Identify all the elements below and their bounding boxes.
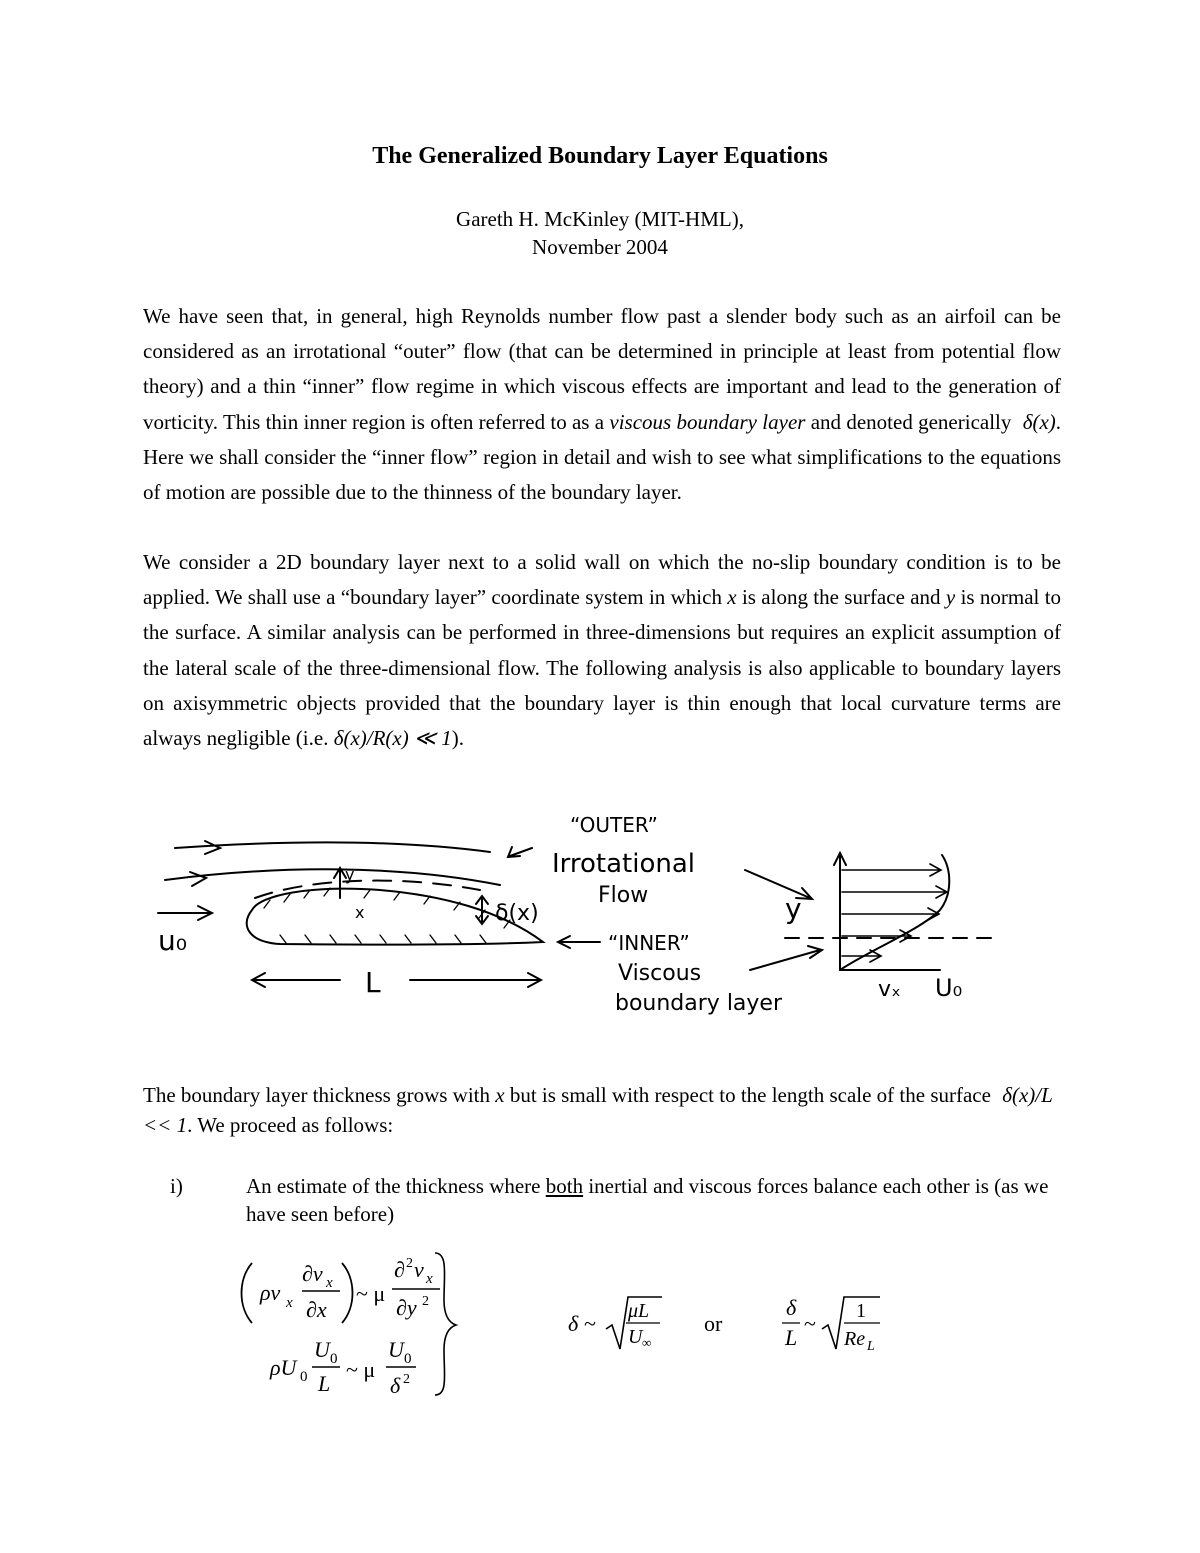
inner-label-3: boundary layer (615, 991, 783, 1016)
eq-rho-U0: ρU (270, 1355, 297, 1380)
eq-sub-x3: x (426, 1271, 433, 1287)
eq-sub-0a: 0 (300, 1369, 308, 1385)
intro-paragraph (143, 299, 1061, 510)
eq-sub-x2: x (326, 1275, 333, 1291)
para3-text-a: The boundary layer thickness grows with (143, 1083, 491, 1107)
underlined-both: both (545, 1174, 584, 1198)
para3-text-c: . We proceed as follows: (187, 1113, 394, 1137)
eq-L-den: L (318, 1371, 331, 1396)
streamline-1 (175, 842, 490, 852)
delta-label: δ(x) (495, 901, 539, 926)
para1-text-b: and denoted generically (810, 409, 1012, 434)
boundary-layer-sketch (140, 810, 1020, 1040)
y-label-pointer (745, 870, 812, 899)
para2-text-d: ). (451, 726, 464, 751)
y-label: y (345, 865, 355, 884)
symbol-x: x (727, 585, 737, 610)
eq-sub-0b: 0 (330, 1351, 338, 1367)
outer-label-3: Flow (598, 883, 649, 908)
eq-sup-2c: 2 (403, 1372, 410, 1387)
delta-arrow (476, 896, 488, 924)
eq-delta-num: δ (786, 1295, 797, 1320)
eq-muL: μL (628, 1300, 650, 1322)
para1-text-a: We have seen that, in general, high Reynolds number flow past a slender body such as an airfoil can be considered as an irrotational “outer” flow (that can be determined in principle at least from potential flow theory) and a thin “inner” flow regime in which viscous effects are important and lead to the generation of vorticity. This thin inner region is often referred to as a (143, 304, 1061, 434)
paren-right (342, 1263, 353, 1323)
scaling-equation (230, 1245, 930, 1405)
symbol-x-2: x (495, 1083, 505, 1107)
item-number: i) (170, 1174, 183, 1198)
inner-label-2: Viscous (618, 961, 702, 986)
x-label: x (355, 903, 365, 922)
coordinate-paragraph (143, 545, 1061, 756)
length-arrow-left (252, 973, 340, 987)
U0-label: U₀ (935, 974, 963, 1002)
outer-label-2: Irrotational (552, 849, 696, 879)
para2-text-a: We consider a 2D boundary layer next to a solid wall on which the no-slip boundary condition is to be applied. We shall use a “boundary layer” coordinate system in which (143, 550, 1061, 610)
profile-y-label: y (785, 892, 802, 925)
eq-delta: δ ~ (568, 1311, 596, 1336)
eq-tilde-2: ~ μ (346, 1357, 376, 1382)
eq-sub-x1: x (286, 1295, 293, 1311)
curvature-condition: δ(x)/R(x) ≪ 1 (333, 726, 452, 751)
profile-pointer (750, 946, 822, 970)
eq-U0-num2: U (388, 1337, 404, 1362)
thickness-paragraph (143, 1080, 1061, 1140)
item-text-b: inertial and viscous forces balance each other is (as we have seen before) (246, 1174, 1049, 1226)
eq-Uinf: U (628, 1326, 643, 1348)
author-name: Gareth H. McKinley (MIT-HML), (456, 207, 744, 231)
eq-dy2: ∂y (396, 1295, 417, 1320)
vx-label: vₓ (878, 977, 901, 1002)
eq-vx2: v (414, 1257, 424, 1282)
eq-delta2: δ (390, 1373, 401, 1398)
length-arrow-right (410, 973, 541, 987)
para1-text-c: . Here we shall consider the “inner flow” region in detail and wish to see what simplifications to the equations of motion are possible due to the thinness of the boundary layer. (143, 409, 1062, 505)
author-block (0, 205, 1200, 261)
publication-date: November 2004 (532, 235, 668, 259)
eq-or: or (704, 1311, 723, 1336)
airfoil-hatching (264, 888, 510, 943)
thickness-condition: δ(x)/L << 1 (143, 1083, 1053, 1137)
eq-rho-vx: ρv (260, 1280, 281, 1305)
term-viscous-boundary-layer: viscous boundary layer (609, 409, 806, 434)
eq-one: 1 (856, 1300, 866, 1322)
eq-tilde-1: ~ μ (356, 1281, 386, 1306)
eq-tilde-3: ~ (804, 1311, 816, 1336)
outer-label: “OUTER” (570, 813, 658, 837)
symbol-y: y (945, 585, 956, 610)
eq-U0-num: U (314, 1337, 330, 1362)
eq-dx: ∂x (306, 1297, 327, 1322)
streamline-2 (165, 869, 500, 885)
eq-d2vx: ∂ (394, 1257, 405, 1282)
item-text (246, 1172, 1066, 1228)
velocity-profile (840, 855, 949, 970)
eq-sup-2b: 2 (422, 1294, 429, 1309)
paren-left (242, 1263, 253, 1323)
eq-sub-0c: 0 (404, 1351, 412, 1367)
eq-sub-inf: ∞ (642, 1335, 652, 1350)
eq-dvx: ∂v (302, 1261, 323, 1286)
brace-right (435, 1253, 456, 1395)
para2-text-c: is normal to the surface. A similar analysis can be performed in three-dimensions but requires an explicit assumption of the lateral scale of the three-dimensional flow. The following analysis is also applicable to boundary layers on axisymmetric objects provided that the boundary layer is thin enough that local curvature terms are always negligible (i.e. (143, 585, 1062, 751)
page-title: The Generalized Boundary Layer Equations (372, 143, 828, 169)
para2-text-b: is along the surface and (741, 585, 941, 610)
eq-L-den2: L (785, 1325, 798, 1350)
streamline-2-arrow (190, 872, 206, 886)
item-text-a: An estimate of the thickness where (246, 1174, 541, 1198)
inner-label: “INNER” (608, 931, 690, 955)
u0-label: u₀ (158, 924, 187, 957)
streamline-1-arrow (205, 841, 220, 854)
eq-sup-2a: 2 (406, 1256, 413, 1271)
para3-text-b: but is small with respect to the length scale of the surface (509, 1083, 991, 1107)
L-label: L (365, 966, 381, 999)
eq-sub-L: L (867, 1339, 875, 1354)
profile-arrows (842, 864, 947, 962)
eq-Re: Re (844, 1328, 866, 1350)
symbol-delta-x: δ(x) (1022, 409, 1056, 434)
outer-pointer (508, 847, 532, 857)
inner-pointer (558, 936, 600, 948)
